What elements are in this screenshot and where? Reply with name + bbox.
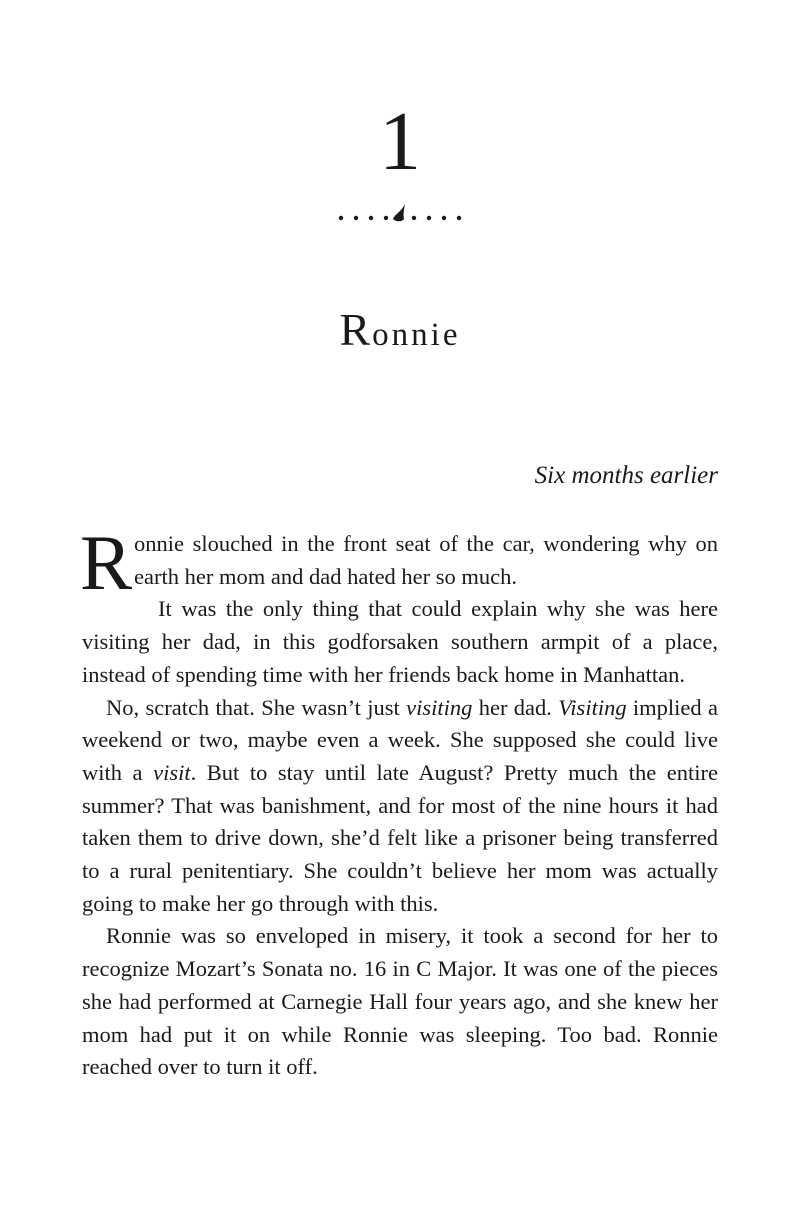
chapter-number: 1 (379, 95, 421, 188)
drop-cap: R (80, 519, 133, 606)
paragraph-3 (82, 692, 718, 921)
paragraph-3-italic-3: visit (153, 759, 191, 785)
epigraph: Six months earlier (534, 462, 718, 489)
paragraph-3-part-d: . But to stay until late August? Pretty much the entire summer? That was banishment, and for most of the nine hours it had taken them to drive down, she’d felt like a prisoner being transferred to a rural penitentiary. She couldn’t believe her mom was actually going to make her go through with this. (82, 759, 718, 916)
paragraph-3-part-a: No, scratch that. She wasn’t just (106, 694, 407, 720)
paragraph-3-part-c: implied a weekend or two, maybe even a week. She supposed she could live with a (82, 694, 718, 785)
paragraph-3-part-b: her dad. (472, 694, 559, 720)
chapter-title-rest: onnie (372, 317, 461, 353)
paragraph-1 (80, 519, 718, 606)
paragraph-4: Ronnie was so enveloped in misery, it took a second for her to recognize Mozart’s Sonata no. 16 in C Major. It was one of the pieces she had performed at Carnegie Hall four years ago, and she knew her mom had put it on while Ronnie was sleeping. Too bad. Ronnie reached over to turn it off. (82, 923, 718, 1080)
chapter-title-initial: R (339, 304, 373, 355)
body-text (80, 519, 718, 1084)
ornament-divider (0, 200, 800, 230)
paragraph-1-text: onnie slouched in the front seat of the car, wondering why on earth her mom and dad hated her so much. (134, 531, 718, 589)
chapter-title (0, 300, 800, 365)
fleuron-icon (335, 200, 465, 230)
paragraph-3-italic-2: Visiting (558, 694, 627, 720)
paragraph-3-italic-1: visiting (406, 694, 473, 720)
paragraph-2: It was the only thing that could explain why she was here visiting her dad, in this godforsaken southern armpit of a place, instead of spending time with her friends back home in Manhattan. (82, 596, 718, 687)
